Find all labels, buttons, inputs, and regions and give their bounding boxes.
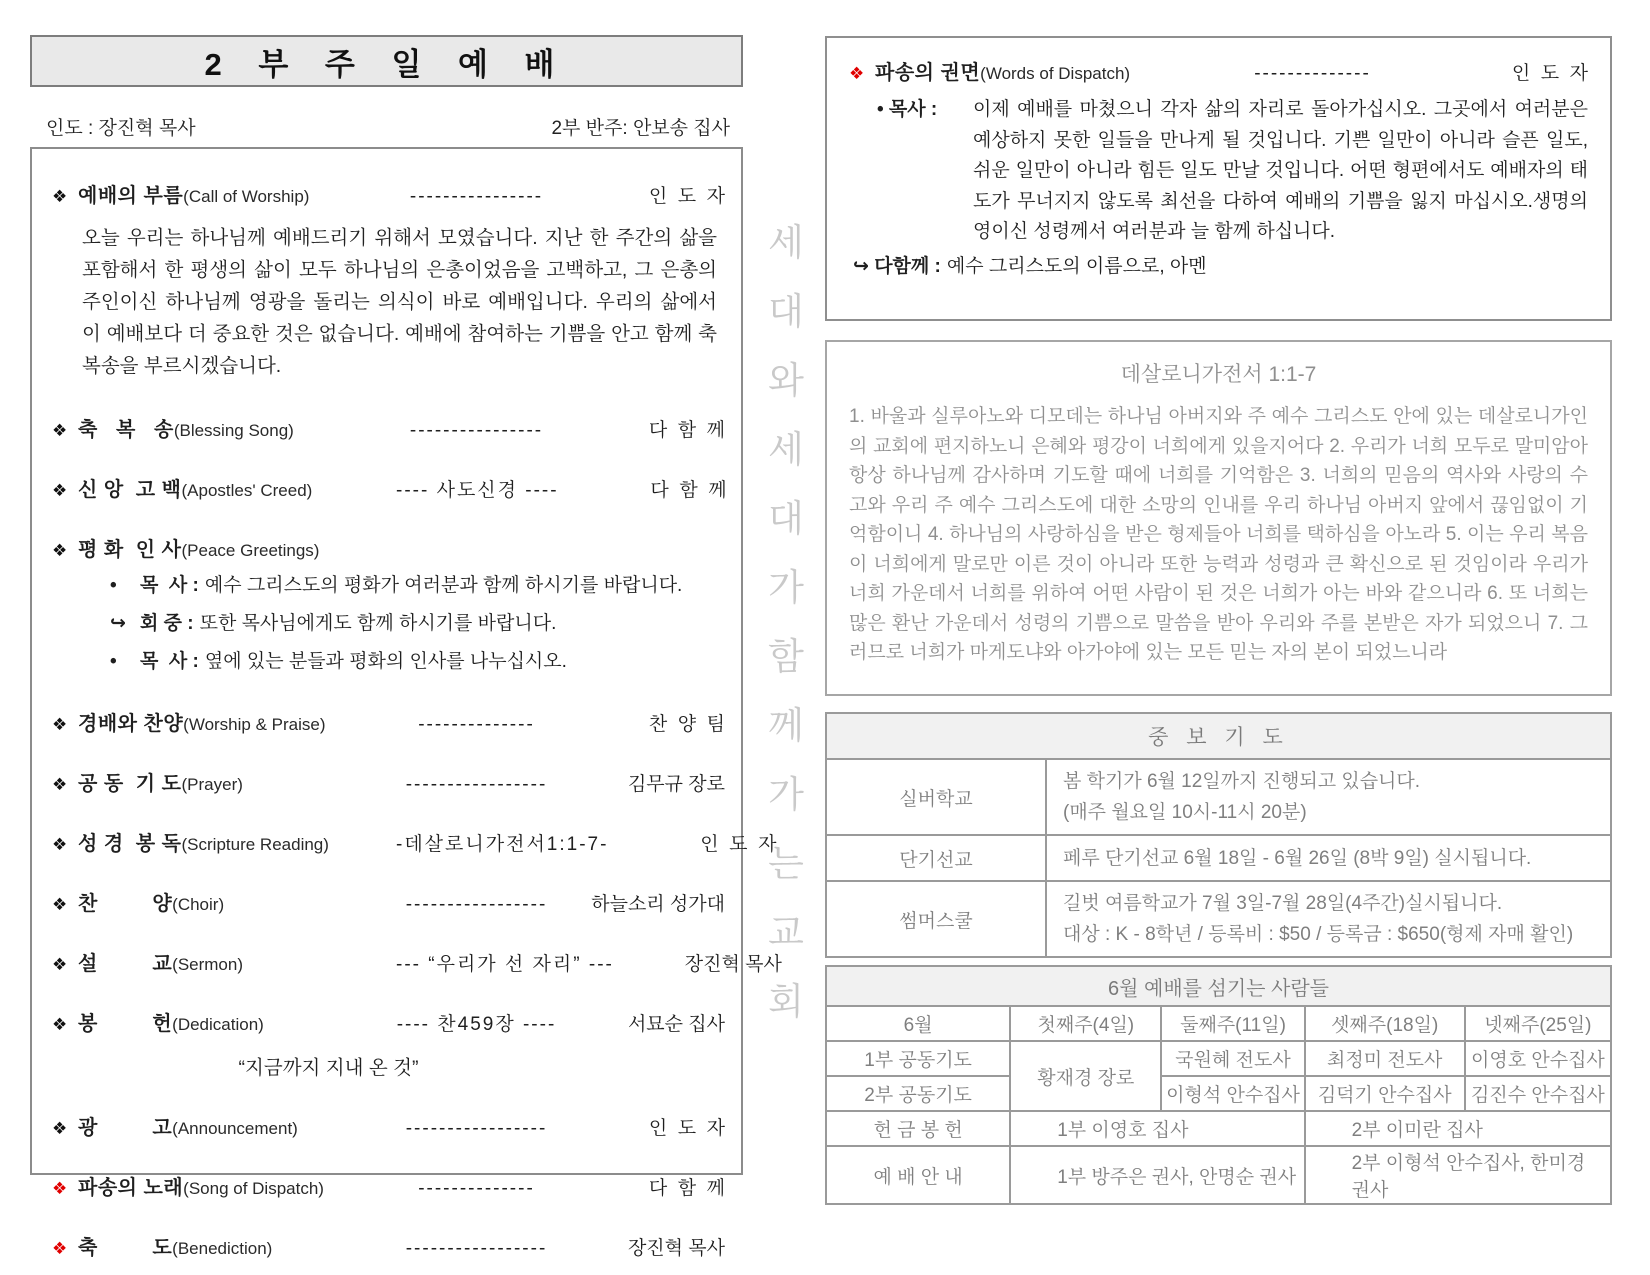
motto-char: 세 <box>768 429 804 470</box>
row-label: 헌 금 봉 헌 <box>826 1111 1010 1146</box>
col-header: 셋째주(18일) <box>1305 1006 1465 1041</box>
dispatch-all-line <box>853 252 1588 282</box>
item-dashes: -------------- <box>1254 63 1371 84</box>
item-title-en: (Dedication) <box>172 1015 264 1034</box>
sermon-title: --- “우리가 선 자리” --- <box>396 954 614 975</box>
service-item-song-of-dispatch <box>52 1171 725 1200</box>
diamond-icon-red: ❖ <box>52 1179 68 1199</box>
service-leader: 인도 : 장진혁 목사 <box>46 118 196 139</box>
item-title-en: (Apostles' Creed) <box>181 481 313 500</box>
item-title-en: (Sermon) <box>172 955 244 974</box>
page-title: 2 부 주 일 예 배 <box>204 46 569 82</box>
item-person: 서묘순 집사 <box>627 1014 725 1035</box>
item-title: 공 동 기 도 <box>78 773 182 795</box>
item-dashes: -------------- <box>418 1178 535 1199</box>
motto-char: 대 <box>768 291 804 332</box>
motto-char: 대 <box>768 498 804 539</box>
motto-char: 세 <box>768 222 804 263</box>
item-dashes: ---- 사도신경 ---- <box>396 480 559 501</box>
service-item-peace-greetings <box>52 533 725 562</box>
motto-char: 가 <box>768 567 804 608</box>
server-name: 1부 이영호 집사 <box>1010 1111 1304 1146</box>
servers-row-usher <box>826 1146 1611 1204</box>
item-title-en: (Song of Dispatch) <box>183 1179 324 1198</box>
servers-header-row <box>826 1006 1611 1041</box>
item-title: 축 복 송 <box>78 419 174 441</box>
item-title-en: (Scripture Reading) <box>181 835 329 854</box>
diamond-icon: ❖ <box>52 421 68 441</box>
motto-char: 가 <box>768 774 804 815</box>
intercession-detail: 페루 단기선교 6월 18일 - 6월 26일 (8박 9일) 실시됩니다. <box>1063 847 1532 869</box>
server-name: 황재경 장로 <box>1010 1041 1161 1111</box>
item-person: 인 도 자 <box>648 1118 725 1139</box>
service-item-scripture-reading <box>52 827 777 856</box>
item-dashes: ---------------- <box>409 420 544 441</box>
servers-row-prayer2 <box>826 1076 1611 1111</box>
item-person: 찬 양 팀 <box>648 714 725 735</box>
item-person: 다 함 께 <box>650 480 727 501</box>
left-title-bar <box>30 35 743 87</box>
diamond-icon-red: ❖ <box>52 1239 68 1259</box>
diamond-icon: ❖ <box>52 1119 68 1139</box>
vertical-motto <box>757 208 815 1036</box>
intercession-table <box>825 712 1612 958</box>
row-label: 2부 공동기도 <box>826 1076 1010 1111</box>
dispatch-pastor-line <box>877 95 1588 248</box>
service-item-dedication <box>52 1007 725 1036</box>
service-accompanist: 2부 반주: 안보송 집사 <box>551 118 730 139</box>
servers-title: 6월 예배를 섬기는 사람들 <box>826 966 1611 1006</box>
scripture-title: 데살로니가전서 1:1-7 <box>1120 363 1317 386</box>
speaker-text: 또한 목사님에게도 함께 하시기를 바랍니다. <box>199 613 557 634</box>
speaker-label: 목 사 : <box>140 575 199 596</box>
service-item-apostles-creed <box>52 473 725 502</box>
item-person: 인 도 자 <box>700 834 777 855</box>
item-title-en: (Choir) <box>172 895 225 914</box>
service-item-announcement <box>52 1111 725 1140</box>
speaker-text: 이제 예배를 마쳤으니 각자 삶의 자리로 돌아가십시오. 그곳에서 여러분은 예상하지 못한 일들을 만나게 될 것입니다. 기쁜 일만이 아니라 슬픈 일도, 쉬운 일만이 아니라 힘든 일도 만날 것입니다. 어떤 형편에서도 예배자의 태도가 무너지지 않도록 최선을 다하여 예배의 기쁨을 잃지 마십시오.생명의 영이신 성령께서 여러분과 늘 함께 하십니다. <box>973 99 1588 242</box>
item-title: 설 교 <box>78 953 173 975</box>
intercession-topic: 단기선교 <box>826 835 1046 881</box>
motto-char: 함 <box>768 636 804 677</box>
server-name: 국원혜 전도사 <box>1161 1041 1304 1076</box>
item-person: 다 함 께 <box>648 1178 725 1199</box>
bullet-dot-icon: • <box>110 575 117 596</box>
motto-char: 회 <box>768 981 804 1022</box>
item-title-en: (Benediction) <box>172 1239 273 1258</box>
servers-row-offering <box>826 1111 1611 1146</box>
item-title: 광 고 <box>78 1117 173 1139</box>
server-name: 이영호 안수집사 <box>1465 1041 1611 1076</box>
intercession-topic: 썸머스쿨 <box>826 881 1046 957</box>
order-of-worship-box <box>30 147 782 1259</box>
row-label: 1부 공동기도 <box>826 1041 1010 1076</box>
speaker-label: 회 중 : <box>140 613 194 634</box>
item-title: 성 경 봉 독 <box>78 833 182 855</box>
col-header: 6월 <box>826 1006 1010 1041</box>
item-person: 장진혁 목사 <box>627 1238 725 1259</box>
server-name: 김진수 안수집사 <box>1465 1076 1611 1111</box>
diamond-icon: ❖ <box>52 1015 68 1035</box>
item-title-en: (Blessing Song) <box>173 421 294 440</box>
bullet-dot-icon: • <box>110 651 117 672</box>
item-person: 김무규 장로 <box>627 774 725 795</box>
item-person: 인 도 자 <box>648 186 725 207</box>
item-person: 하늘소리 성가대 <box>591 894 725 915</box>
peace-line-pastor1 <box>110 571 725 600</box>
diamond-icon: ❖ <box>52 835 68 855</box>
peace-line-pastor2 <box>110 647 725 676</box>
intercession-detail: 길벗 여름학교가 7월 3일-7월 28일(4주간)실시됩니다. <box>1063 893 1503 914</box>
peace-line-congregation <box>110 609 725 638</box>
server-name: 최정미 전도사 <box>1305 1041 1465 1076</box>
item-dashes: -------------- <box>418 714 535 735</box>
item-title: 예배의 부름 <box>78 185 184 207</box>
row-label: 예 배 안 내 <box>826 1146 1010 1204</box>
intercession-detail: (매주 월요일 10시-11시 20분) <box>1063 802 1307 823</box>
item-title: 신 앙 고 백 <box>78 479 182 501</box>
col-header: 둘째주(11일) <box>1161 1006 1304 1041</box>
service-item-call-of-worship <box>52 179 725 208</box>
diamond-icon: ❖ <box>52 895 68 915</box>
item-title: 축 도 <box>78 1237 173 1259</box>
dispatch-header <box>849 56 1588 85</box>
item-dashes: ---------------- <box>409 186 544 207</box>
call-of-worship-paragraph: 오늘 우리는 하나님께 예배드리기 위해서 모였습니다. 지난 한 주간의 삶을 포함해서 한 평생의 삶이 모두 하나님의 은총이었음을 고백하고, 그 은총의 주인이신 하나님께 영광을 돌리는 의식이 바로 예배입니다. 우리의 삶에서 이 예배보다 더 중요한 것은 없습니다. 예배에 참여하는 기쁨을 안고 함께 축복송을 부르시겠습니다. <box>82 227 717 377</box>
item-title: 봉 헌 <box>78 1013 173 1035</box>
june-servers-table <box>825 965 1612 1205</box>
item-title-en: (Announcement) <box>172 1119 298 1138</box>
service-item-blessing-song <box>52 413 725 442</box>
col-header: 첫째주(4일) <box>1010 1006 1161 1041</box>
item-title-en: (Worship & Praise) <box>183 715 326 734</box>
service-item-sermon <box>52 947 782 976</box>
item-title: 파송의 노래 <box>78 1177 184 1199</box>
motto-char: 께 <box>768 705 804 746</box>
scripture-body: 1. 바울과 실루아노와 디모데는 하나님 아버지와 주 예수 그리스도 안에 있는 데살로니가인의 교회에 편지하노니 은혜와 평강이 너희에게 있을지어다 2. 우리가 너희 모두로 말미암아 항상 하나님께 감사하며 기도할 때에 너희를 기억함은 3. 너희의 믿음의 역사와 사랑의 수고와 우리 주 예수 그리스도에 대한 소망의 인내를 우리 하나님 아버지 앞에서 끊임없이 기억함이니 4. 하나님의 사랑하심을 받은 형제들아 너희를 택하심을 아노라 5. 이는 우리 복음이 너희에게 말로만 이른 것이 아니라 또한 능력과 성령과 큰 확신으로 된 것임이라 우리가 너희 가운데서 너희를 위하여 어떤 사람이 된 것은 너희가 아는 바와 같으니라 6. 또 너희는 많은 환난 가운데서 성령의 기쁨으로 말씀을 받아 우리와 주를 본받은 자가 되었으니 7. 그러므로 너희가 마게도냐와 아가야에 있는 모든 믿는 자의 본이 되었느니라 <box>849 406 1588 663</box>
item-title: 경배와 찬양 <box>78 713 184 735</box>
item-dashes: ----------------- <box>405 894 548 915</box>
item-title-en: (Words of Dispatch) <box>980 64 1131 83</box>
service-item-worship-praise <box>52 707 725 736</box>
diamond-icon: ❖ <box>52 715 68 735</box>
item-dashes: ----------------- <box>405 1118 548 1139</box>
item-dashes: ----------------- <box>405 774 548 795</box>
diamond-icon: ❖ <box>52 187 68 207</box>
intercession-detail: 봄 학기가 6월 12일까지 진행되고 있습니다. <box>1063 771 1421 792</box>
col-header: 넷째주(25일) <box>1465 1006 1611 1041</box>
item-person: 다 함 께 <box>648 420 725 441</box>
intercession-topic: 실버학교 <box>826 759 1046 835</box>
service-item-choir <box>52 887 725 916</box>
speaker-text: 옆에 있는 분들과 평화의 인사를 나누십시오. <box>204 651 567 672</box>
item-person: 인 도 자 <box>1511 63 1588 84</box>
diamond-icon-red: ❖ <box>849 64 865 84</box>
item-title-en: (Prayer) <box>181 775 243 794</box>
item-person: 장진혁 목사 <box>684 954 782 975</box>
hymn-number: ---- 찬459장 ---- <box>396 1014 557 1035</box>
item-title: 파송의 권면 <box>875 62 981 84</box>
speaker-text: 예수 그리스도의 이름으로, 아멘 <box>946 255 1207 277</box>
item-title: 평 화 인 사 <box>78 539 182 561</box>
dedication-hymn-title: “지금까지 지내 온 것” <box>238 1057 419 1079</box>
server-name: 이형석 안수집사 <box>1161 1076 1304 1111</box>
speaker-text: 예수 그리스도의 평화가 여러분과 함께 하시기를 바랍니다. <box>204 575 683 596</box>
intercession-title: 중 보 기 도 <box>826 713 1611 759</box>
scripture-box <box>825 340 1612 696</box>
diamond-icon: ❖ <box>52 775 68 795</box>
item-title-en: (Peace Greetings) <box>181 541 320 560</box>
servers-row-prayer1 <box>826 1041 1611 1076</box>
diamond-icon: ❖ <box>52 955 68 975</box>
item-passage: -데살로니가전서1:1-7- <box>396 834 609 855</box>
service-item-prayer <box>52 767 725 796</box>
motto-char: 는 <box>768 843 804 884</box>
diamond-icon: ❖ <box>52 541 68 561</box>
leader-row <box>46 113 730 140</box>
speaker-label: ↪ 다함께 : <box>853 255 941 277</box>
reply-arrow-icon: ↪ <box>110 613 126 634</box>
words-of-dispatch-box <box>825 36 1612 321</box>
diamond-icon: ❖ <box>52 481 68 501</box>
server-name: 2부 이미란 집사 <box>1305 1111 1611 1146</box>
motto-char: 교 <box>768 912 804 953</box>
speaker-label: • 목사 : <box>877 99 938 120</box>
item-title-en: (Call of Worship) <box>183 187 310 206</box>
speaker-label: 목 사 : <box>140 651 199 672</box>
intercession-detail: 대상 : K - 8학년 / 등록비 : $50 / 등록금 : $650(형제 자매 활인) <box>1063 924 1574 945</box>
service-item-benediction <box>52 1231 725 1260</box>
item-dashes: ----------------- <box>405 1238 548 1259</box>
item-title: 찬 양 <box>78 893 173 915</box>
server-name: 2부 이형석 안수집사, 한미경 권사 <box>1305 1146 1611 1204</box>
motto-char: 와 <box>768 360 804 401</box>
server-name: 김덕기 안수집사 <box>1305 1076 1465 1111</box>
server-name: 1부 방주은 권사, 안명순 권사 <box>1010 1146 1304 1204</box>
